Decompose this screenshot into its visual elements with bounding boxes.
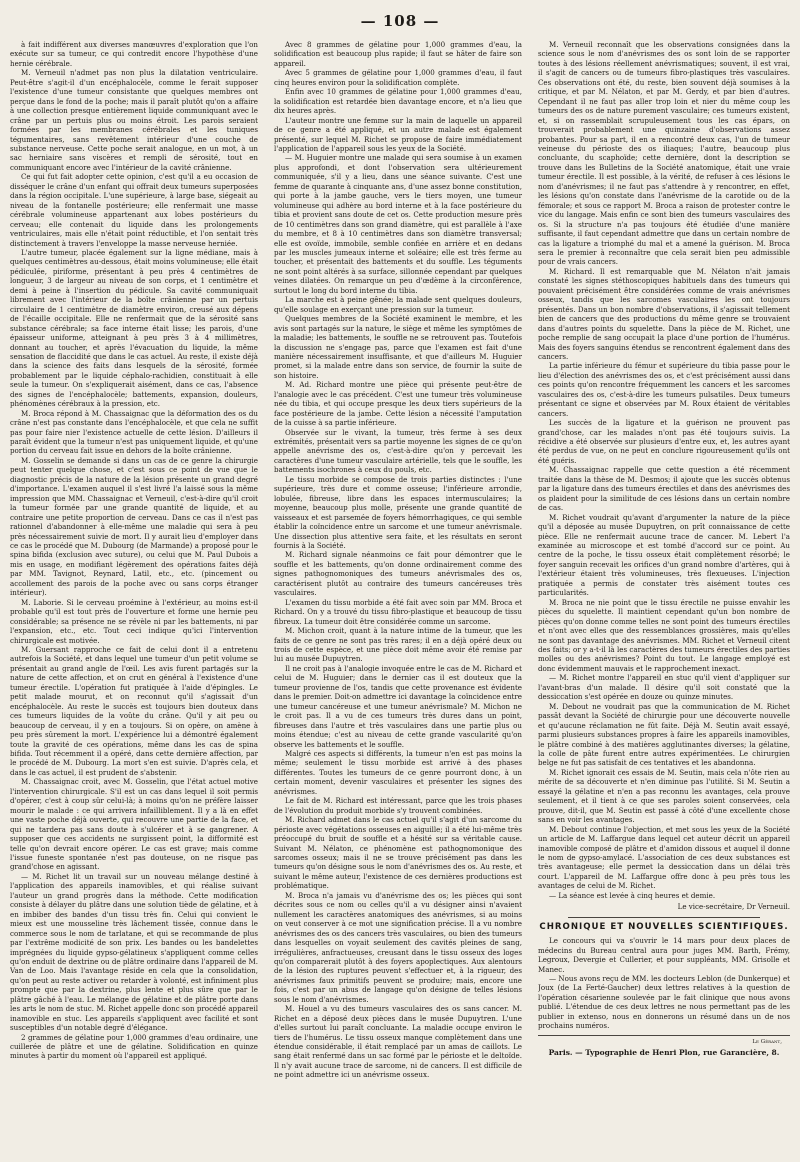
column-right-body — [538, 40, 790, 900]
paragraph: Le concours qui va s'ouvrir le 14 mars pour deux places de médecins du Bureau central aura pour juges MM. Barth, Frémy, Legroux, Devergie et Cullerier, et pour suppléants, MM. Grisolle et Manec. — [538, 936, 790, 974]
paragraph: 2 grammes de gélatine pour 1,000 grammes d'eau ordinaire, une cuillerée de plâtre et une de gélatine. Solidification en quinze minutes à partir du moment où l'appareil est appliqué. — [10, 1032, 258, 1061]
section-title: CHRONIQUE ET NOUVELLES SCIENTIFIQUES. — [539, 921, 789, 932]
page-number: — 108 — — [360, 12, 440, 30]
paragraph: M. Broca ne nie point que le tissu érectile ne puisse envahir les pièces du squelette. Il maintient cependant qu'un bon nombre de pièces qu'on donne comme telles ne sont point des tumeurs érectiles et n'ont avec elles que des ressemblances grossières, mais qu'elles ne sont pas davantage des anévrismes. MM. Richet et Verneuil citent des faits; or y a-t-il là les caractères des tumeurs érectiles des parties molles ou des anévrismes? Point du tout. Le langage employé est donc évidemment mauvais et le rapprochement inexact. — [538, 597, 790, 673]
paragraph: M. Guersant rapproche ce fait de celui dont il a entretenu autrefois la Société, et dans lequel une tumeur d'un petit volume se présentait au grand angle de l'œil. Les avis furent partagés sur la nature de cette affection, et on crut en général à l'existence d'une tumeur érectile. L'opération fut pratiquée à l'aide d'épingles. Le petit malade mourut, et on reconnut qu'il s'agissait d'un encéphalocèle. Au reste le succès est toujours bien douteux dans ces tumeurs liquides de la voûte du crâne. Qu'il y ait peu ou beaucoup de cerveau, il y en a toujours. Si on opère, on amène à peu près sûrement la mort. L'expérience lui a démontré également toute la gravité de ces opérations, même dans les cas de spina bifida. Tout récemment il a opéré, dans cette dernière affection, par le procédé de M. Dubourg. La mort s'en est suivie. D'après cela, et dans le cas actuel, il est prudent de s'abstenir. — [10, 645, 258, 777]
paragraph: Observée sur le vivant, la tumeur, très ferme à ses deux extrémités, présentait vers sa partie moyenne les signes de ce qu'on appelle anévrisme des os, c'est-à-dire qu'on y percevait les caractères d'une tumeur vasculaire artérielle, tels que le souffle, les battements isochrones à ceux du pouls, etc. — [274, 427, 522, 475]
column-right — [538, 40, 790, 1158]
column-left — [10, 40, 258, 1158]
paragraph: — M. Richet montre l'appareil en stuc qu'il vient d'appliquer sur l'avant-bras d'un malade. Il désire qu'il soit constaté que la dessiccation s'est opérée en douze ou quinze minutes. — [538, 673, 790, 702]
paragraph: Ce qui fut fait adopter cette opinion, c'est qu'il a eu occasion de disséquer le crâne d'un enfant qui offrait deux tumeurs superposées dans la région occipitale. L'une supérieure, à large base, siégeait au niveau de la fontanelle postérieure; elle renfermait une masse cérébrale volumineuse appartenant aux lobes postérieurs du cerveau; elle contenait du liquide dans les prolongements ventriculaires, mais elle n'était point réductible, et l'on sentait très distinctement à travers l'enveloppe la masse nerveuse herniée. — [10, 172, 258, 248]
paragraph: M. Debout ne voudrait pas que la communication de M. Richet passât devant la Société de chirurgie pour une découverte nouvelle et qu'aucune réclamation ne fût faite. Déjà M. Seutin avait essayé, parmi plusieurs substances propres à faire les appareils inamovibles, le plâtre combiné à des matières agglutinantes diverses; la gélatine, la colle de pâte furent entre autres expérimentées. Le chirurgien belge ne fut pas satisfait de ces tentatives et les abandonna. — [538, 701, 790, 768]
section-divider — [568, 917, 760, 918]
paragraph: M. Ad. Richard montre une pièce qui présente peut-être de l'analogie avec le cas précédent. C'est une tumeur très volumineuse née du tibia, et qui occupe presque les deux tiers supérieurs de la face postérieure de la jambe. Cette lésion a nécessité l'amputation de la cuisse à sa partie inférieure. — [274, 380, 522, 428]
paragraph: — La séance est levée à cinq heures et demie. — [549, 890, 716, 900]
paragraph: — Nous avons reçu de MM. les docteurs Leblon (de Dunkerque) et Joux (de La Ferté-Gaucher) deux lettres relatives à la question de l'opération césarienne soulevée par le fait clinique que nous avons publié. L'étendue de ces deux lettres ne nous permettant pas de les publier in extenso, nous en donnerons un résumé dans un de nos prochains numéros. — [538, 973, 790, 1031]
column-middle — [274, 40, 522, 1158]
paragraph: L'autre tumeur, placée également sur la ligne médiane, mais à quelques centimètres au-dessous, était moins volumineuse; elle était pédiculée, piriforme, présentant à peu près 4 centimètres de longueur, 3 de largeur au niveau de son corps, et 1 centimètre et demi à peine à l'insertion du pédicule. Sa cavité communiquait librement avec l'intérieur de la boîte crânienne par un pertuis circulaire de 1 centimètre de diamètre environ, creusé aux dépens de l'écaille occipitale. Elle ne renfermait que de la sérosité sans substance cérébrale; sa face interne était lisse; les parois, d'une épaisseur uniforme, atteignant à peu près 3 à 4 millimètres, donnant au toucher, et après l'évacuation du liquide, la même sensation de flaccidité que dans le cas actuel. Au reste, il existe déjà dans la science des faits dans lesquels de la sérosité, formée probablement par le liquide céphalo-rachidien, constituait à elle seule la tumeur. On s'expliquerait aisément, dans ce cas, l'absence des signes de l'encéphalocèle; battements, expansion, douleurs, phénomènes cérébraux à la pression, etc. — [10, 247, 258, 409]
paragraph: M. Debout continue l'objection, et met sous les yeux de la Société un article de M. Laffargue dans lequel cet auteur décrit un appareil inamovible composé de plâtre et d'amidon dissous et auquel il donne le nom de gypso-amylacé. L'association de ces deux substances est très avantageuse; elle permet la dessiccation dans un délai très court. L'appareil de M. Laffargue offre donc à peu près tous les avantages de celui de M. Richet. — [538, 824, 790, 891]
paragraph: Malgré ces aspects si différents, la tumeur n'en est pas moins la même; seulement le tissu morbide est arrivé à des phases différentes. Toutes les tumeurs de ce genre pourront donc, à un certain moment, devenir vasculaires et présenter les signes des anévrismes. — [274, 748, 522, 796]
paragraph: M. Houel a vu des tumeurs vasculaires des os sans cancer. M. Richet en a déposé deux pièces dans le musée Dupuytren. L'une d'elles surtout lui paraît concluante. La maladie occupe environ le tiers de l'humérus. Le tissu osseux manque complètement dans une étendue considérable, il était remplacé par un amas de caillots. Le sang était renfermé dans un sac formé par le périoste et le deltoïde. Il n'y avait aucune trace de sarcome, ni de cancers. Il est difficile de ne point admettre ici un anévrisme osseux. — [274, 1004, 522, 1080]
paragraph: Le tissu morbide se compose de trois parties distinctes : l'une supérieure, très dure et comme osseuse; l'inférieure arrondie, lobulée, fibreuse, libre dans les espaces intermusculaires; la moyenne, beaucoup plus molle, présente une grande quantité de vaisseaux et est parsemée de foyers hémorrhagiques, ce qui semble établir la coïncidence entre un sarcome et une tumeur anévrismale. Une dissection plus attentive sera faite, et les résultats en seront fournis à la Société. — [274, 474, 522, 551]
paragraph: M. Richet ignorait ces essais de M. Seutin, mais cela n'ôte rien au mérite de sa découverte et n'en diminue pas l'utilité. Si M. Seutin a essayé la gélatine et n'en a pas reconnu les avantages, cela prouve seulement, et il tient à ce que ses paroles soient conservées, cela prouve, dit-il, que M. Seutin est passé à côté d'une excellente chose sans en voir les avantages. — [538, 767, 790, 825]
paragraph: M. Laborie. Si le cerveau proémine à l'extérieur, au moins est-il probable qu'il est tout près de l'ouverture et forme une hernie peu considérable; sa présence ne se révèle ni par les battements, ni par l'expansion, etc., etc. Tout ceci indique qu'ici l'intervention chirurgicale est motivée. — [10, 597, 258, 645]
paragraph: Quelques membres de la Société examinent le membre, et les avis sont partagés sur la nature, le siège et même les symptômes de la maladie; les battements, le souffle ne se retrouvent pas. Toutefois la discussion ne s'engage pas, parce que l'examen est fait d'une manière nécessairement insuffisante, et que d'ailleurs M. Huguier promet, si la malade entre dans son service, de fournir la suite de son histoire. — [274, 314, 522, 380]
paragraph: M. Verneuil n'admet pas non plus la dilatation ventriculaire. Peut-être s'agit-il d'un encéphalocèle, comme le ferait supposer l'existence d'une tumeur consistante que quelques membres ont perçue dans le fond de la poche; mais il paraît plutôt qu'on a affaire à une collection presque entièrement liquide communiquant avec le crâne par un pertuis plus ou moins étroit. Les parois seraient formées par les membranes cérébrales et les tuniques tégumentaires, sans revêtement intérieur d'une couche de substance nerveuse. Cette poche serait analogue, en un mot, à un sac herniaire sans viscères et rempli de sérosité, tout en communiquant encore avec l'intérieur de la cavité crânienne. — [10, 68, 258, 172]
paragraph: M. Broca n'a jamais vu d'anévrisme des os; les pièces qui sont décrites sous ce nom ou celles qu'il a vu désigner ainsi n'avaient nullement les caractères anatomiques des anévrismes, si au moins on veut conserver à ce mot une signification précise. Il a vu nombre anévrismes des os des cancers très vasculaires, ou bien des tumeurs dans lesquelles on voyait seulement des cavités pleines de sang, irrégulières, anfractueuses, creusant dans le tissu osseux des loges qu'on comparerait plutôt à des foyers apoplectiques. Aux alentours de la lésion des ruptures peuvent s'effectuer et, à la rigueur, des anévrismes faux primitifs peuvent se produire; mais, encore une fois, c'est par un abus de langage qu'on désigne de telles lésions sous le nom d'anévrismes. — [274, 890, 522, 1004]
paragraph: Avec 8 grammes de gélatine pour 1,000 grammes d'eau, la solidification est beaucoup plus rapide; il faut se hâter de faire son appareil. — [274, 40, 522, 68]
footer-divider — [538, 1035, 790, 1036]
paragraph: L'examen du tissu morbide a été fait avec soin par MM. Broca et Richard. On y a trouvé du tissu fibro-plastique et beaucoup de tissu fibreux. La tumeur doit être considérée comme un sarcome. — [274, 597, 522, 626]
paragraph: La marche est à peine gênée; la malade sent quelques douleurs, qu'elle soulage en exerçant une pression sur la tumeur. — [274, 295, 522, 314]
gerant-label: Le Gérant, — [752, 1038, 782, 1045]
paragraph: L'auteur montre une femme sur la main de laquelle un appareil de ce genre a été appliqué, et un autre malade est également présenté, sur lequel M. Richet se propose de faire immédiatement l'application de l'appareil sous les yeux de la Société. — [274, 115, 522, 153]
paragraph: à fait indifférent aux diverses manœuvres d'exploration que l'on exécute sur sa tumeur, ce qui contredit encore l'hypothèse d'une hernie cérébrale. — [10, 40, 258, 68]
paragraph: M. Richet voudrait qu'avant d'argumenter la nature de la pièce qu'il a déposée au musée Dupuytren, on prît connaissance de cette pièce. Elle ne renfermait aucune trace de cancer. M. Lebert l'a examinée au microscope et est tombé d'accord sur ce point. Au centre de la poche, le tissu osseux était complètement résorbé; le foyer sanguin recevait les orifices d'un grand nombre d'artères, qui à l'extérieur étaient très volumineuses, très flexueuses. L'injection pratiquée a permis de constater très aisément toutes ces particularités. — [538, 512, 790, 598]
section-body — [538, 936, 790, 1031]
paragraph: M. Michon croit, quant à la nature intime de la tumeur, que les faits de ce genre ne sont pas très rares; il en a déjà opéré deux ou trois de cette espèce, et une pièce doit même avoir été remise par lui au musée Dupuytren. — [274, 626, 522, 664]
paragraph: M. Richard. Il est remarquable que M. Nélaton n'ait jamais constaté les signes stéthoscopiques habituels dans des tumeurs qui pouvaient précisément être considérées comme de vrais anévrismes osseux, tandis que les sarcomes vasculaires les ont toujours présentés. Dans un bon nombre d'observations, il s'agissait tellement bien de cancers que des productions du même genre se trouvaient dans d'autres points du squelette. Dans la pièce de M. Richet, une poche remplie de sang occupait la place d'une portion de l'humérus. Mais des foyers sanguins étendus se rencontrent également dans des cancers. — [538, 266, 790, 361]
paragraph: M. Chassaignac rappelle que cette question a été récemment traitée dans la thèse de M. Desmos; il ajoute que les succès obtenus par la ligature dans des tumeurs érectiles et dans des anévrismes des os plaident pour la similitude de ces lésions dans un certain nombre de cas. — [538, 465, 790, 513]
paragraph: M. Verneuil reconnaît que les observations consignées dans la science sous le nom d'anévrismes des os sont loin de se rapporter toutes à des lésions réellement anévrismatiques; souvent, il est vrai, il s'agit de cancers ou de tumeurs fibro-plastiques très vasculaires. Ces observations ont été, du reste, bien souvent déjà soumises à la critique, et par M. Nélaton, et par M. Gerdy, et par bien d'autres. Cependant il ne faut pas aller trop loin et nier du même coup les tumeurs des os de nature purement vasculaire; ces tumeurs existent, et, si on rassemblait scrupuleusement tous les cas épars, on trouverait probablement une quinzaine d'observations assez probantes. Pour sa part, il en a rencontré deux cas, l'un de tumeur veineuse du périoste des os iliaques; l'autre, beaucoup plus concluante, du scaphoïde; cette dernière, dont la description se trouve dans les Bulletins de la Société anatomique, était une vraie tumeur érectile. Il est possible, à la vérité, de refuser à ces lésions le nom d'anévrismes; il ne faut pas s'attendre à y rencontrer, en effet, les lésions qu'on constate dans l'anévrisme de la carotide ou de la fémorale; et sous ce rapport M. Broca a raison de protester contre le vice du langage. Mais enfin ce sont bien des tumeurs vasculaires des os. Si la structure n'a pas toujours été étudiée d'une manière suffisante, il faut cependant admettre que dans un certain nombre de cas la ligature a triomphé du mal et a amené la guérison. M. Broca sera le premier à reconnaître que cela serait bien peu admissible pour de vrais cancers. — [538, 40, 790, 267]
paragraph: M. Chassaignac croit, avec M. Gosselin, que l'état actuel motive l'intervention chirurgicale. S'il est un cas dans lequel il soit permis d'opérer, c'est à coup sûr celui-là; à moins qu'on ne préfère laisser mourir le malade : ce qui arrivera infailliblement. Il y a là en effet une vaste poche déjà ouverte, qui recouvre une partie de la face, et qui ne tardera pas sans doute à s'ulcérer et à se gangrener. A supposer que ces accidents ne surgissent point, la difformité est telle qu'on devrait encore opérer. Le cas est grave; mais comme l'issue funeste spontanée n'est pas douteuse, on ne risque pas grand'chose en agissant. — [10, 777, 258, 872]
paragraph: Le fait de M. Richard est intéressant, parce que les trois phases de l'évolution du produit morbide s'y trouvent combinées. — [274, 796, 522, 815]
paragraph: La partie inférieure du fémur et supérieure du tibia passe pour le lieu d'élection des anévrismes des os, et c'est précisément aussi dans ces points qu'on rencontre fréquemment les cancers et les sarcomes vasculaires des os, c'est-à-dire les tumeurs pulsatiles. Deux tumeurs présentant ce signe et observées par M. Roux étaient de véritables cancers. — [538, 361, 790, 418]
paragraph: M. Richard admet dans le cas actuel qu'il s'agit d'un sarcome du périoste avec végétations osseuses en aiguille; il a été lui-même très préoccupé du bruit de souffle et a hésité sur sa véritable cause. Suivant M. Nélaton, ce phénomène est pathognomonique des sarcomes osseux; mais il ne se trouve précisément pas dans les tumeurs qu'on désigne sous le nom d'anévrismes des os. Au reste, et suivant le même auteur, l'existence de ces dernières productions est problématique. — [274, 815, 522, 891]
paragraph: M. Richard signale néanmoins ce fait pour démontrer que le souffle et les battements, qu'on donne ordinairement comme des signes pathognomoniques des tumeurs anévrismales des os, caractérisent plutôt au contraire des tumeurs cancéreuses très vasculaires. — [274, 550, 522, 598]
paragraph: M. Gosselin se demande si dans un cas de ce genre la chirurgie peut tenter quelque chose, et c'est sous ce point de vue que le diagnostic précis de la nature de la lésion présente un grand degré d'importance. L'examen auquel il s'est livré l'a laissé sous la même impression que MM. Chassaignac et Verneuil, c'est-à-dire qu'il croit la tumeur formée par une grande quantité de liquide, et au contraire une petite proportion de cerveau. Dans ce cas il n'est pas rationnel d'abandonner à elle-même une maladie qui sera à peu près nécessairement suivie de mort. Il y aurait lieu d'employer dans ce cas le procédé que M. Dubourg (de Marmande) a proposé pour le spina bifida (exclusion avec suture), ou celui que M. Paul Dubois a mis en usage, en modifiant légèrement des opérations faites déjà par MM. Tavignot, Reynard, Latil, etc., etc. (pincement ou accollement des parois de la poche avec ou sans corps étranger intérieur). — [10, 455, 258, 598]
paragraph: Enfin avec 10 grammes de gélatine pour 1,000 grammes d'eau, la solidification est retardée bien davantage encore, et n'a lieu que dix heures après. — [274, 87, 522, 116]
paragraph: Avec 5 grammes de gélatine pour 1,000 grammes d'eau, il faut cinq heures environ pour la solidification complète. — [274, 68, 522, 87]
paragraph: Les succès de la ligature et la guérison ne prouvent pas grand'chose, car les malades n'ont pas été toujours suivis. La récidive a été observée sur plusieurs d'entre eux, et, les autres ayant été perdus de vue, on ne peut en conclure rigoureusement qu'ils ont été guéris. — [538, 418, 790, 465]
signature: Le vice-secrétaire, Dr Verneuil. — [677, 902, 790, 912]
printer-imprint: Paris. — Typographie de Henri Plon, rue Garancière, 8. — [548, 1048, 780, 1058]
paragraph: — M. Huguier montre une malade qui sera soumise à un examen plus approfondi, et dont l'observation sera ultérieurement communiquée, s'il y a lieu, dans une séance suivante. C'est une femme de quarante à cinquante ans, d'une assez bonne constitution, qui porte à la jambe gauche, vers le tiers moyen, une tumeur volumineuse qui adhère au bord interne et à la face postérieure du tibia et provient sans doute de cet os. Cette production mesure près de 10 centimètres dans son grand diamètre, qui est parallèle à l'axe du membre, et 8 à 10 centimètres dans son diamètre transversal; elle est ovoïde, immobile, semble confiée en arrière et en dedans par les muscles jumeaux interne et soléaire; elle est très ferme au toucher, et présentait des battements et du souffle. Les téguments ne sont point altérés à sa surface, sillonnée cependant par quelques veines dilatées. On remarque un peu d'œdème à la circonférence, surtout le long du bord interne du tibia. — [274, 153, 522, 295]
paragraph: Il ne croit pas à l'analogie invoquée entre le cas de M. Richard et celui de M. Huguier; dans le dernier cas il est douteux que la tumeur provienne de l'os, tandis que cette provenance est évidente dans le premier. Doit-on admettre ici davantage la coïncidence entre une tumeur cancéreuse et une tumeur anévrismale? M. Michon ne le croit pas. Il a vu de ces tumeurs très dures dans un point, fibreuses dans l'autre et très vasculaires dans une partie plus ou moins étendue; c'est au niveau de cette grande vascularité qu'on observe les battements et le souffle. — [274, 663, 522, 749]
paragraph: M. Broca répond à M. Chassaignac que la déformation des os du crâne n'est pas constante dans l'encéphalocèle, et que cela ne suffit pas pour faire nier l'existence actuelle de cette lésion. D'ailleurs il paraît évident que la tumeur n'est pas uniquement liquide, et qu'une portion du cerveau fait issue en dehors de la boîte crânienne. — [10, 408, 258, 456]
paragraph: — M. Richet lit un travail sur un nouveau mélange destiné à l'application des appareils inamovibles, et qui réalise suivant l'auteur un grand progrès dans la méthode. Cette modification consiste à délayer du plâtre dans une solution tiède de gélatine, et à en imbiber des bandes d'un tissu très fin. Celui qui convient le mieux est une mousseline très lâchement tissée, connue dans le commerce sous le nom de tarlatane, et qui se recommande de plus par l'extrême modicité de son prix. Les bandes ou les bandelettes imprégnées du liquide gypso-gélatineux s'appliquent comme celles qu'on enduit de dextrine ou de plâtre ordinaire dans l'appareil de M. Van de Loo. Mais l'avantage réside en cela que la consolidation, qu'on peut au reste activer ou retarder à volonté, est infiniment plus prompte que par la dextrine, plus lente et plus sûre que par le plâtre gâché à l'eau. Le mélange de gélatine et de plâtre porte dans les arts le nom de stuc. M. Richet appelle donc son procédé appareil inamovible en stuc. Les appareils s'appliquent avec facilité et sont susceptibles d'un notable degré d'élégance. — [10, 871, 258, 1033]
